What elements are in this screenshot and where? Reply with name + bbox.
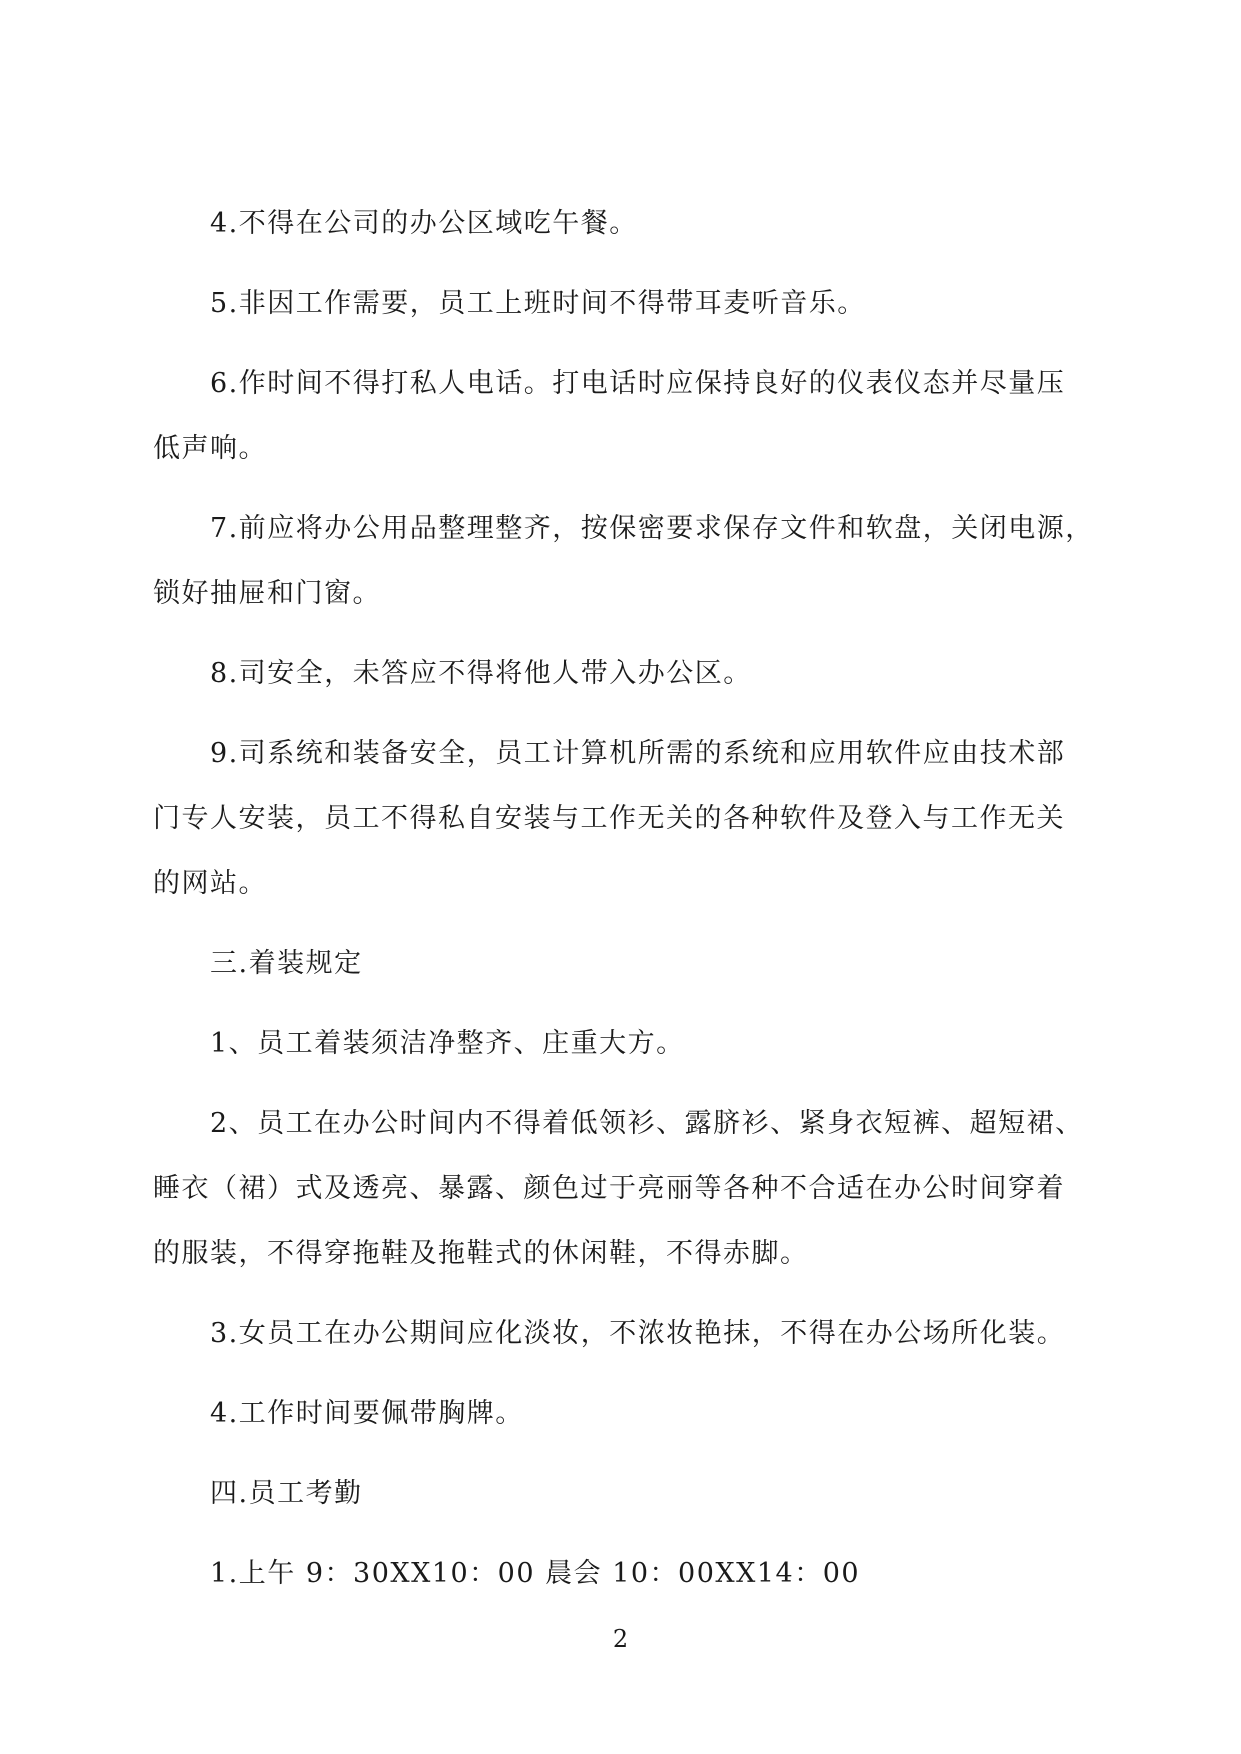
section-heading: 四.员工考勤 xyxy=(210,1478,363,1509)
paragraph-line: 2、员工在办公时间内不得着低领衫、露脐衫、紧身衣短裤、超短裙、 xyxy=(210,1108,1084,1139)
paragraph-line: 6.作时间不得打私人电话。打电话时应保持良好的仪表仪态并尽量压 xyxy=(210,368,1066,399)
paragraph-line: 3.女员工在办公期间应化淡妆，不浓妆艳抹，不得在办公场所化装。 xyxy=(210,1318,1066,1349)
paragraph-line: 1、员工着装须洁净整齐、庄重大方。 xyxy=(210,1028,685,1059)
page-number: 2 xyxy=(612,1625,629,1653)
paragraph-line: 7.前应将办公用品整理整齐，按保密要求保存文件和软盘，关闭电源， xyxy=(210,513,1094,544)
paragraph-line: 9.司系统和装备安全，员工计算机所需的系统和应用软件应由技术部 xyxy=(210,738,1066,769)
paragraph-line: 睡衣（裙）式及透亮、暴露、颜色过于亮丽等各种不合适在办公时间穿着 xyxy=(153,1173,1065,1204)
paragraph-line: 8.司安全，未答应不得将他人带入办公区。 xyxy=(210,658,752,689)
paragraph-line: 4.不得在公司的办公区域吃午餐。 xyxy=(210,208,638,239)
paragraph-line: 1.上午 9：30XX10：00 晨会 10：00XX14：00 xyxy=(210,1558,861,1589)
paragraph-line: 的网站。 xyxy=(153,868,267,899)
paragraph-line: 门专人安装，员工不得私自安装与工作无关的各种软件及登入与工作无关 xyxy=(153,803,1065,834)
section-heading: 三.着装规定 xyxy=(210,948,363,979)
paragraph-line: 的服装，不得穿拖鞋及拖鞋式的休闲鞋，不得赤脚。 xyxy=(153,1238,809,1269)
paragraph-line: 锁好抽屉和门窗。 xyxy=(153,578,381,609)
paragraph-line: 5.非因工作需要，员工上班时间不得带耳麦听音乐。 xyxy=(210,288,866,319)
paragraph-line: 4.工作时间要佩带胸牌。 xyxy=(210,1398,524,1429)
paragraph-line: 低声响。 xyxy=(153,433,267,464)
